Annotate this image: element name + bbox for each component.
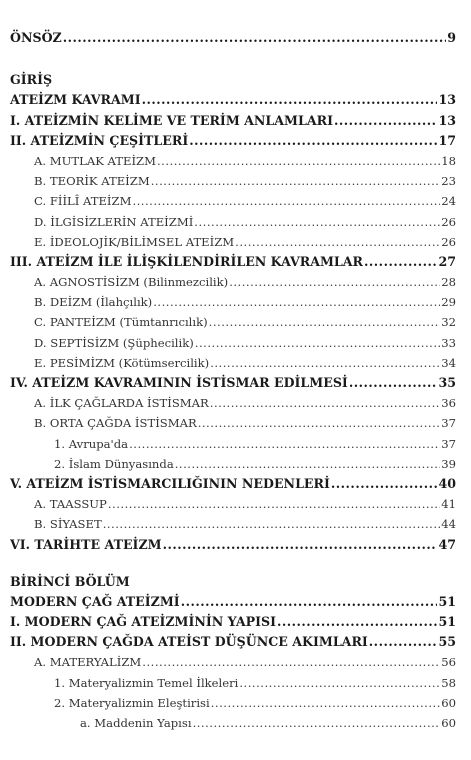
toc-entry-title: II. MODERN ÇAĞDA ATEİST DÜŞÜNCE AKIMLARI — [10, 634, 368, 650]
toc-entry — [34, 494, 456, 514]
toc-entry-title: III. ATEİZM İLE İLİŞKİLENDİRİLEN KAVRAMLAR — [10, 253, 364, 269]
toc-entry — [34, 272, 456, 292]
dot-leader — [331, 474, 438, 494]
dot-leader — [163, 535, 438, 555]
toc-entry-title: IV. ATEİZM KAVRAMININ İSTİSMAR EDİLMESİ — [10, 375, 348, 390]
toc-entry-title: VI. TARİHTE ATEİZM — [10, 536, 162, 552]
dot-leader — [153, 292, 440, 312]
dot-leader — [210, 393, 440, 413]
toc-entry-title: C. FİİLÎ ATEİZM — [34, 194, 132, 209]
toc-entry — [34, 232, 456, 252]
toc-entry-page: 51 — [438, 593, 456, 609]
section-heading-birinci-bolum: BİRİNCİ BÖLÜM — [10, 573, 130, 589]
toc-entry — [10, 131, 456, 151]
toc-entry-page: 41 — [441, 497, 456, 512]
toc-entry — [34, 652, 456, 672]
toc-entry-title: 1. Materyalizmin Temel İlkeleri — [54, 675, 239, 690]
toc-entry-page: 32 — [441, 315, 456, 330]
toc-entry-title: D. İLGİSİZLERİN ATEİZMİ — [34, 214, 194, 229]
toc-entry — [34, 151, 456, 171]
toc-entry-title: A. AGNOSTİSİZM (Bilinmezcilik) — [34, 275, 229, 290]
toc-entry — [34, 393, 456, 413]
toc-entry-page: 33 — [441, 335, 456, 350]
toc-entry-page: 44 — [441, 517, 456, 532]
toc-entry-title: A. İLK ÇAĞLARDA İSTİSMAR — [34, 396, 209, 411]
toc-entry — [10, 111, 456, 131]
toc-entry-title: 1. Avrupa'da — [54, 436, 129, 451]
dot-leader — [103, 514, 441, 534]
toc-entry-title: E. İDEOLOJİK/BİLİMSEL ATEİZM — [34, 234, 235, 249]
toc-entry — [34, 514, 456, 534]
toc-entry-page: 51 — [438, 614, 456, 630]
dot-leader — [209, 312, 441, 332]
toc-entry — [34, 191, 456, 211]
toc-entry-page: 26 — [441, 234, 456, 249]
toc-entry — [10, 90, 456, 110]
toc-entry-page: 36 — [441, 396, 456, 411]
section-heading-giris: GİRİŞ — [10, 72, 53, 88]
toc-entry-title: 2. İslam Dünyasında — [54, 456, 174, 471]
toc-entry-page: 13 — [438, 92, 456, 108]
toc-entry-page: 34 — [441, 355, 456, 370]
toc-entry-page: 37 — [441, 436, 456, 451]
toc-entry — [10, 373, 456, 393]
toc-entry — [34, 333, 456, 353]
toc-entry-page: 28 — [441, 275, 456, 290]
toc-entry — [10, 632, 456, 652]
toc-entry-title: V. ATEİZM İSTİSMARCILIĞININ NEDENLERİ — [10, 475, 330, 491]
toc-entry — [54, 434, 456, 454]
dot-leader — [239, 673, 440, 693]
dot-leader — [193, 713, 441, 733]
table-of-contents — [10, 28, 456, 733]
dot-leader — [129, 434, 440, 454]
toc-entry — [10, 535, 456, 555]
dot-leader — [108, 494, 440, 514]
dot-leader — [142, 90, 438, 110]
toc-entry-page: 35 — [438, 375, 456, 390]
dot-leader — [235, 232, 440, 252]
toc-entry — [54, 693, 456, 713]
dot-leader — [142, 652, 440, 672]
toc-entry-page: 24 — [441, 194, 456, 209]
toc-entry-page: 58 — [441, 675, 456, 690]
dot-leader — [198, 413, 441, 433]
dot-leader — [349, 373, 438, 393]
dot-leader — [369, 632, 438, 652]
toc-entry-title: C. PANTEİZM (Tümtanrıcılık) — [34, 315, 208, 330]
dot-leader — [132, 191, 440, 211]
toc-entry-page: 60 — [441, 695, 456, 710]
dot-leader — [210, 353, 440, 373]
toc-entry — [34, 171, 456, 191]
dot-leader — [157, 151, 440, 171]
toc-entry — [34, 212, 456, 232]
toc-entry-title: B. TEORİK ATEİZM — [34, 174, 150, 189]
toc-entry-title: II. ATEİZMİN ÇEŞİTLERİ — [10, 132, 189, 148]
toc-entry-page: 17 — [438, 132, 456, 148]
dot-leader — [334, 111, 437, 131]
dot-leader — [229, 272, 440, 292]
dot-leader — [151, 171, 441, 191]
dot-leader — [211, 693, 441, 713]
toc-entry-title: 2. Materyalizmin Eleştirisi — [54, 695, 210, 710]
toc-entry-page: 56 — [441, 655, 456, 670]
dot-leader — [175, 454, 441, 474]
toc-entry — [54, 673, 456, 693]
toc-entry — [10, 474, 456, 494]
toc-entry-page: 47 — [438, 536, 456, 552]
toc-entry-page: 26 — [441, 214, 456, 229]
toc-entry-title: I. MODERN ÇAĞ ATEİZMİNİN YAPISI — [10, 614, 276, 630]
dot-leader — [364, 252, 437, 272]
toc-entry-title: I. ATEİZMİN KELİME VE TERİM ANLAMLARI — [10, 112, 333, 128]
toc-entry-page: 60 — [441, 716, 456, 730]
toc-entry — [80, 713, 456, 733]
toc-entry — [10, 252, 456, 272]
toc-entry — [34, 292, 456, 312]
toc-entry-title: A. MATERYALİZM — [34, 655, 142, 670]
toc-entry-title: ÖNSÖZ — [10, 30, 62, 45]
toc-entry-page: 9 — [447, 30, 456, 45]
toc-entry-title: D. SEPTİSİZM (Şüphecilik) — [34, 335, 194, 350]
dot-leader — [181, 592, 438, 612]
toc-entry-page: 40 — [438, 475, 456, 491]
toc-entry — [10, 592, 456, 612]
dot-leader — [189, 131, 437, 151]
toc-entry-page: 29 — [441, 295, 456, 310]
toc-entry-onsoz — [10, 28, 456, 48]
toc-entry-title: B. DEİZM (İlahçılık) — [34, 295, 153, 310]
toc-entry-title: B. ORTA ÇAĞDA İSTİSMAR — [34, 416, 197, 431]
dot-leader — [63, 28, 446, 48]
toc-entry-title: a. Maddenin Yapısı — [80, 716, 192, 730]
toc-entry — [54, 454, 456, 474]
toc-entry-title: A. MUTLAK ATEİZM — [34, 153, 156, 168]
toc-entry-title: MODERN ÇAĞ ATEİZMİ — [10, 593, 180, 609]
toc-entry-title: B. SİYASET — [34, 517, 102, 532]
toc-entry-page: 37 — [441, 416, 456, 431]
toc-entry-page: 13 — [438, 112, 456, 128]
toc-entry — [34, 312, 456, 332]
toc-entry — [34, 413, 456, 433]
dot-leader — [277, 612, 438, 632]
toc-entry-page: 27 — [438, 253, 456, 269]
toc-entry-page: 39 — [441, 456, 456, 471]
dot-leader — [194, 212, 440, 232]
toc-entry-title: ATEİZM KAVRAMI — [10, 92, 141, 108]
toc-entry — [10, 612, 456, 632]
toc-entry-page: 23 — [441, 174, 456, 189]
toc-entry — [34, 353, 456, 373]
toc-entry-title: A. TAASSUP — [34, 497, 107, 512]
toc-entry-page: 18 — [441, 153, 456, 168]
toc-entry-title: E. PESİMİZM (Kötümsercilik) — [34, 355, 210, 370]
dot-leader — [195, 333, 440, 353]
toc-entry-page: 55 — [438, 634, 456, 650]
